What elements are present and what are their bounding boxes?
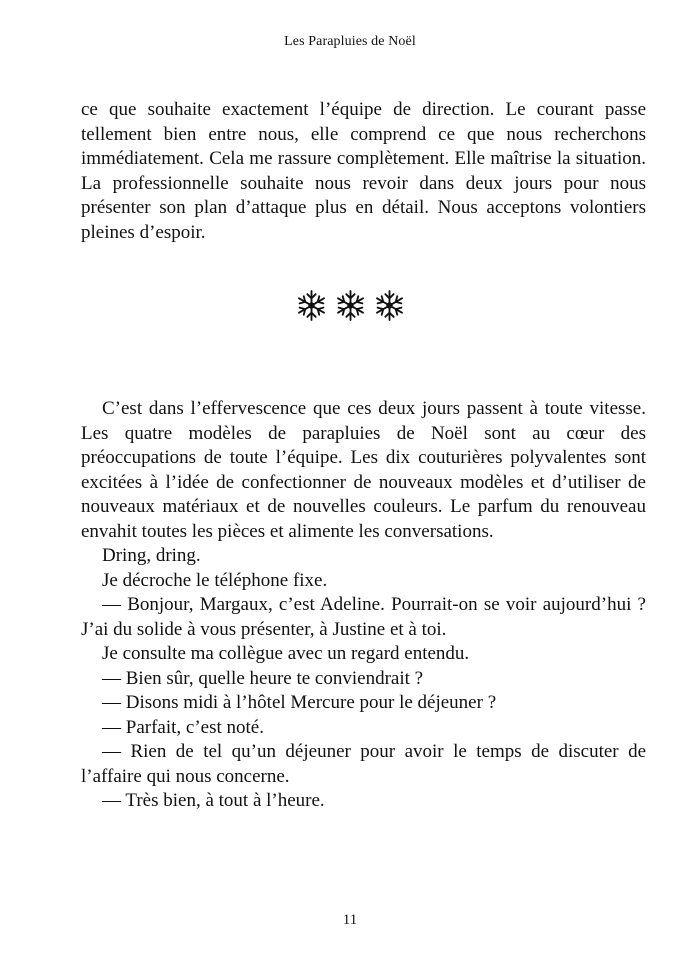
dialogue-line: — Bonjour, Margaux, c’est Adeline. Pourrait-on se voir aujourd’hui ? J’ai du solide à vous présenter, à Justine et à toi. — [81, 594, 646, 640]
dialogue-line: — Disons midi à l’hôtel Mercure pour le déjeuner ? — [102, 692, 497, 713]
dialogue-line: — Très bien, à tout à l’heure. — [102, 790, 325, 811]
snowflake-icon — [295, 289, 328, 322]
dialogue-line: — Bien sûr, quelle heure te conviendrait ? — [102, 667, 424, 689]
paragraph-continuation: ce que souhaite exactement l’équipe de direction. Le courant passe tellement bien entre nous, elle comprend ce que nous recherchons immédiatement. Cela me rassure complètement. Elle maîtrise la situation. La professionnelle souhaite nous revoir dans deux jours pour nous présenter son plan d’attaque plus en détail. Nous acceptons volontiers pleines d’espoir. — [81, 99, 646, 243]
section-two — [81, 397, 646, 814]
section-break-ornament — [0, 289, 700, 322]
page-number: 11 — [342, 912, 358, 928]
dialogue-line: — Rien de tel qu’un déjeuner pour avoir le temps de discuter de l’affaire qui nous concerne. — [81, 741, 646, 787]
narration-line: Je consulte ma collègue avec un regard entendu. — [102, 643, 470, 664]
snowflake-icon — [334, 289, 367, 322]
snowflake-icon — [373, 289, 406, 322]
section-one — [81, 98, 646, 245]
dialogue-line: — Parfait, c’est noté. — [102, 716, 264, 738]
narration-line: Je décroche le téléphone fixe. — [102, 569, 328, 591]
opening-paragraph: C’est dans l’effervescence que ces deux jours passent à toute vitesse. Les quatre modèles de parapluies de Noël sont au cœur des préoccupations de toute l’équipe. Les dix couturières polyvalentes sont excitées à l’idée de confectionner de nouveaux modèles et d’utiliser de nouveaux matériaux et de nouvelles couleurs. Le parfum du renouveau envahit toutes les pièces et alimente les conversations. — [81, 398, 646, 542]
narration-line: Dring, dring. — [102, 545, 201, 566]
running-header: Les Parapluies de Noël — [284, 34, 416, 49]
